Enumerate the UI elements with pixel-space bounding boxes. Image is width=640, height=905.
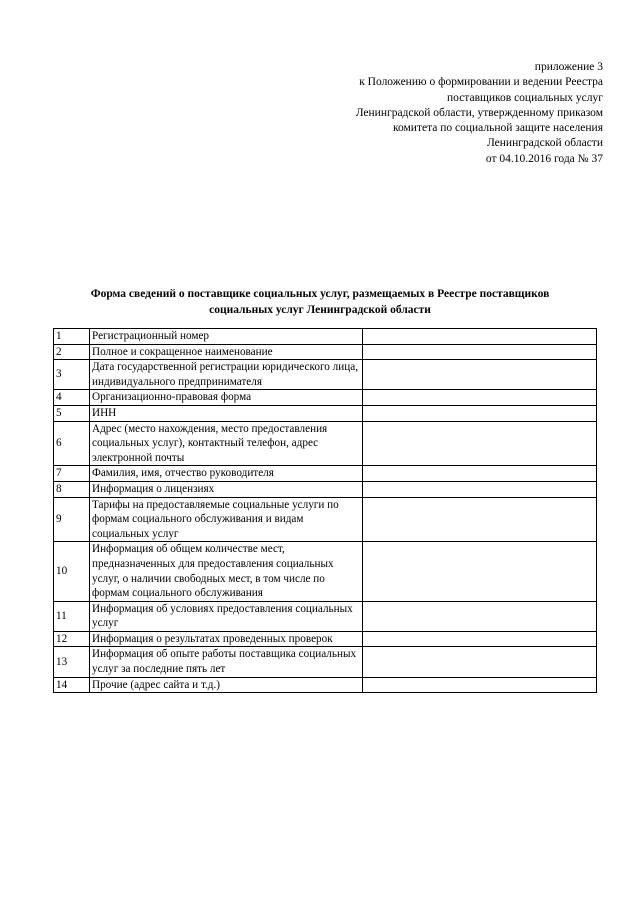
row-label: Тарифы на предоставляемые социальные услуги по формам социального обслуживания и видам социальных услуг (90, 497, 363, 542)
row-number: 5 (54, 405, 90, 421)
row-number: 3 (54, 360, 90, 390)
table-row (54, 542, 597, 601)
table-row (54, 481, 597, 497)
form-title (40, 287, 600, 318)
table-row (54, 344, 597, 360)
row-value-cell (363, 497, 597, 542)
row-value-cell (363, 631, 597, 647)
row-value-cell (363, 677, 597, 693)
row-number: 8 (54, 481, 90, 497)
row-number: 10 (54, 542, 90, 601)
row-label: Полное и сокращенное наименование (90, 344, 363, 360)
table-row (54, 390, 597, 406)
row-label: Дата государственной регистрации юридического лица, индивидуального предпринимателя (90, 360, 363, 390)
row-value-cell (363, 481, 597, 497)
row-label: Организационно-правовая форма (90, 390, 363, 406)
row-label: Информация об опыте работы поставщика социальных услуг за последние пять лет (90, 647, 363, 677)
form-title-line: Форма сведений о поставщике социальных услуг, размещаемых в Реестре поставщиков (90, 288, 550, 300)
table-row (54, 497, 597, 542)
row-value-cell (363, 647, 597, 677)
row-number: 11 (54, 601, 90, 631)
row-value-cell (363, 360, 597, 390)
table-row (54, 647, 597, 677)
row-number: 2 (54, 344, 90, 360)
table-row (54, 677, 597, 693)
row-value-cell (363, 466, 597, 482)
table-row (54, 360, 597, 390)
header-line: Ленинградской области (486, 137, 603, 150)
row-value-cell (363, 601, 597, 631)
row-label: Информация о результатах проведенных проверок (90, 631, 363, 647)
row-value-cell (363, 344, 597, 360)
row-value-cell (363, 421, 597, 466)
row-label: ИНН (90, 405, 363, 421)
row-label: Прочие (адрес сайта и т.д.) (90, 677, 363, 693)
row-number: 1 (54, 329, 90, 345)
row-number: 9 (54, 497, 90, 542)
supplier-info-table (53, 328, 597, 693)
header-line: комитета по социальной защите населения (392, 122, 603, 135)
row-number: 12 (54, 631, 90, 647)
header-line: поставщиков социальных услуг (447, 91, 603, 104)
row-number: 14 (54, 677, 90, 693)
row-number: 4 (54, 390, 90, 406)
table-row (54, 421, 597, 466)
row-label: Адрес (место нахождения, место предоставления социальных услуг), контактный телефон, адрес электронной почты (90, 421, 363, 466)
header-line: Ленинградской области, утвержденному приказом (355, 106, 603, 119)
form-title-line: социальных услуг Ленинградской области (209, 303, 431, 316)
row-label: Информация об общем количестве мест, предназначенных для предоставления социальных услуг, о наличии свободных мест, в том числе по формам социального обслуживания (90, 542, 363, 601)
row-value-cell (363, 329, 597, 345)
table-row (54, 601, 597, 631)
row-label: Фамилия, имя, отчество руководителя (90, 466, 363, 482)
table-row (54, 405, 597, 421)
row-number: 7 (54, 466, 90, 482)
table-row (54, 631, 597, 647)
appendix-header (283, 60, 603, 167)
row-number: 13 (54, 647, 90, 677)
header-line: к Положению о формировании и ведении Реестра (359, 76, 603, 89)
row-value-cell (363, 405, 597, 421)
row-label: Информация об условиях предоставления социальных услуг (90, 601, 363, 631)
table-row (54, 466, 597, 482)
header-line: от 04.10.2016 года № 37 (485, 152, 603, 165)
row-label: Информация о лицензиях (90, 481, 363, 497)
row-label: Регистрационный номер (90, 329, 363, 345)
row-value-cell (363, 390, 597, 406)
row-value-cell (363, 542, 597, 601)
header-line: приложение 3 (534, 61, 603, 73)
table-row (54, 329, 597, 345)
row-number: 6 (54, 421, 90, 466)
